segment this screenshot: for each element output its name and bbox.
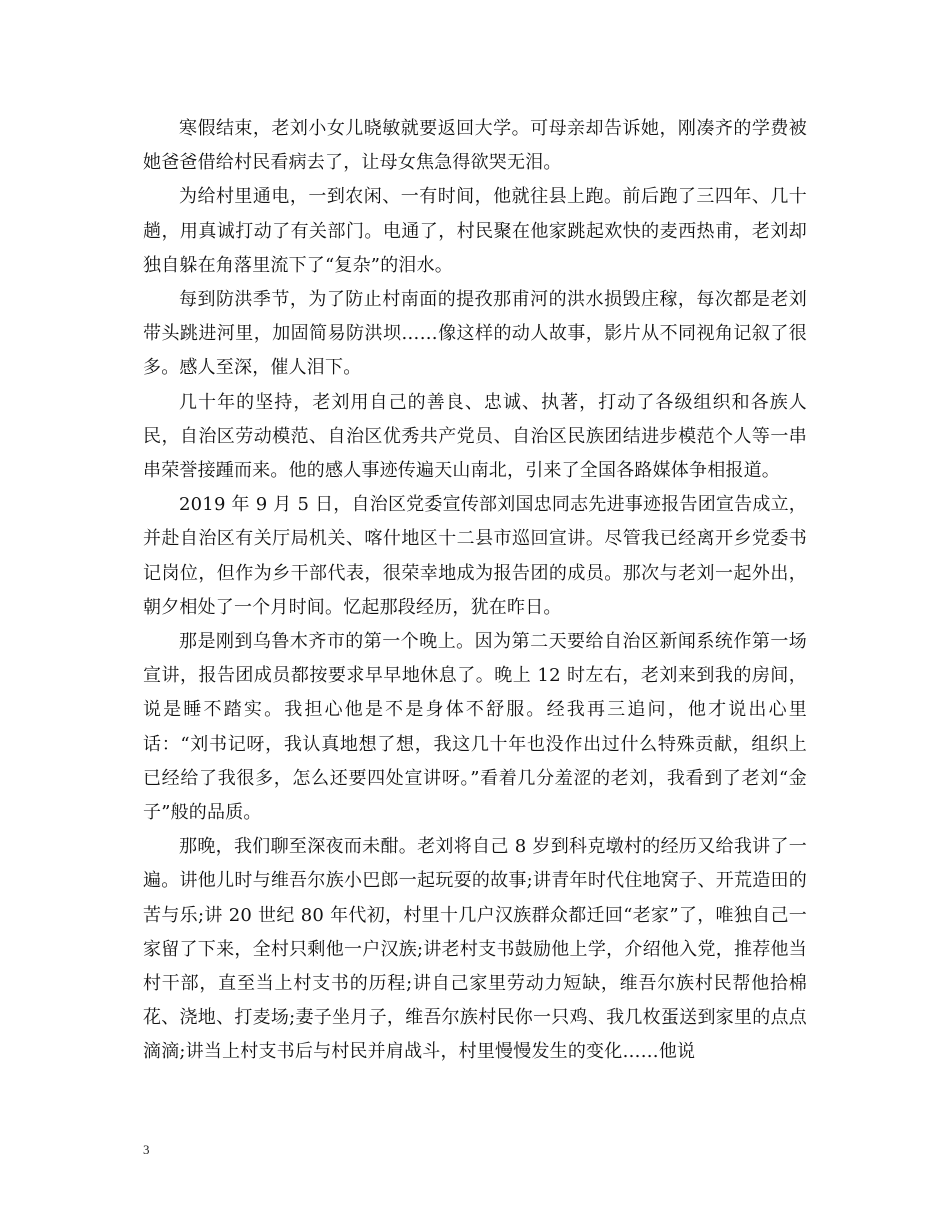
paragraph-4: 几十年的坚持，老刘用自己的善良、忠诚、执著，打动了各级组织和各族人民，自治区劳动模范、自治区优秀共产党员、自治区民族团结进步模范个人等一串串荣誉接踵而来。他的感人事迹传遍天山南北，引来了全国各路媒体争相报道。	[143, 391, 807, 482]
paragraph-6: 那是刚到乌鲁木齐市的第一个晚上。因为第二天要给自治区新闻系统作第一场宣讲，报告团成员都按要求早早地休息了。晚上 12 时左右，老刘来到我的房间，说是睡不踏实。我担心他是不是身体不舒服。经我再三追问，他才说出心里话：“刘书记呀，我认真地想了想，我这几十年也没作出过什么特殊贡献，组织上已经给了我很多，怎么还要四处宣讲呀。”看着几分羞涩的老刘，我看到了老刘“金子”般的品质。	[143, 631, 807, 824]
page-number: 3	[143, 1142, 150, 1157]
paragraph-7: 那晚，我们聊至深夜而未酣。老刘将自己 8 岁到科克墩村的经历又给我讲了一遍。讲他儿时与维吾尔族小巴郎一起玩耍的故事;讲青年时代住地窝子、开荒造田的苦与乐;讲 20 世纪 80 年代初，村里十几户汉族群众都迁回“老家”了，唯独自己一家留了下来，全村只剩他一户汉族;讲老村支书鼓励他上学，介绍他入党，推荐他当村干部，直至当上村支书的历程;讲自己家里劳动力短缺，维吾尔族村民帮他拾棉花、浇地、打麦场;妻子坐月子，维吾尔族村民你一只鸡、我几枚蛋送到家里的点点滴滴;讲当上村支书后与村民并肩战斗，村里慢慢发生的变化……他说	[143, 836, 807, 1063]
paragraph-2: 为给村里通电，一到农闲、一有时间，他就往县上跑。前后跑了三四年、几十趟，用真诚打动了有关部门。电通了，村民聚在他家跳起欢快的麦西热甫，老刘却独自躲在角落里流下了“复杂”的泪水。	[143, 186, 807, 276]
article-body	[143, 112, 807, 1070]
paragraph-3: 每到防洪季节，为了防止村南面的提孜那甫河的洪水损毁庄稼，每次都是老刘带头跳进河里，加固简易防洪坝……像这样的动人故事，影片从不同视角记叙了很多。感人至深，催人泪下。	[143, 289, 807, 379]
paragraph-1: 寒假结束，老刘小女儿晓敏就要返回大学。可母亲却告诉她，刚凑齐的学费被她爸爸借给村民看病去了，让母女焦急得欲哭无泪。	[143, 118, 807, 174]
paragraph-5: 2019 年 9 月 5 日，自治区党委宣传部刘国忠同志先进事迹报告团宣告成立，并赴自治区有关厅局机关、喀什地区十二县市巡回宣讲。尽管我已经离开乡党委书记岗位，但作为乡干部代表，很荣幸地成为报告团的成员。那次与老刘一起外出，朝夕相处了一个月时间。忆起那段经历，犹在昨日。	[143, 494, 807, 618]
